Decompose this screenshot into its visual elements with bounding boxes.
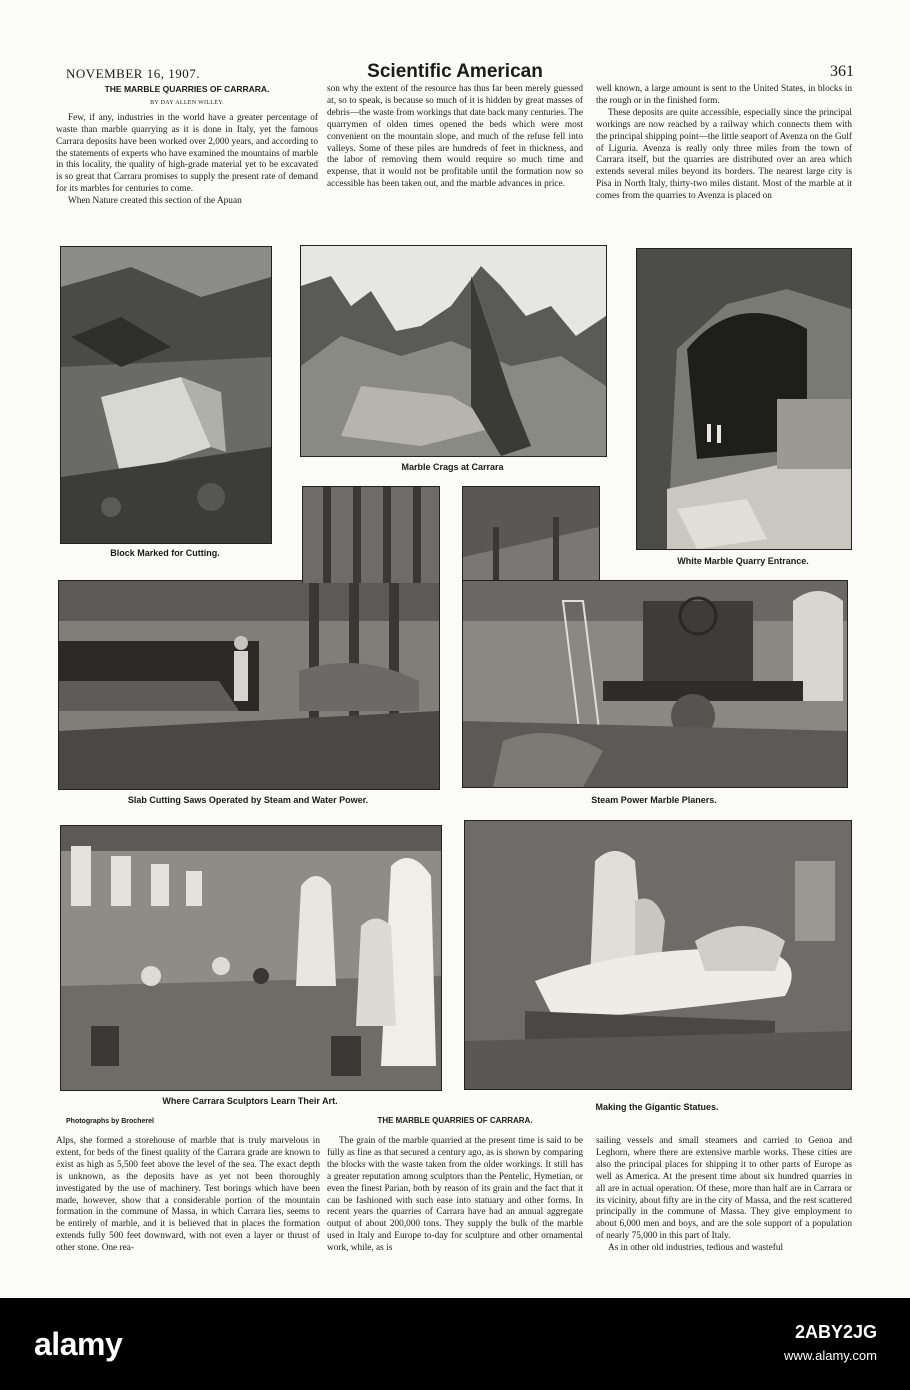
entrance-photo-image [637, 249, 851, 549]
paragraph: sailing vessels and small steamers and carried to Genoa and Leghorn, where there are extensive marble works. These cities are also the principal places for shipping it to other parts of Europe as well as America. At the present time about six hundred quarries in all are in actual operation. Of these, more than half are in Carrara or its vicinity, about fifty are in the city of Massa, and the rest scattered principally in the commune of Massa. They give employment to about 6,000 men and boys, and are the sole support of a population of nearly 75,000 in this part of Italy. [596, 1136, 852, 1242]
top-column-1 [56, 84, 318, 208]
caption-statues: Making the Gigantic Statues. [595, 1102, 719, 1112]
planers-photo-image [463, 581, 847, 787]
paragraph: son why the extent of the resource has thus far been merely guessed at, so to speak, is because so much of it is hidden by great masses of debris—the waste from workings that date back many centuries. The quarrymen of olden times opened the beds which were most convenient on the mountain slope, and much of the refuse fell into valleys. Some of these piles are hundreds of feet in thickness, and the labor of removing them would require so much time and expense, that it would not be profitable until the formation now so accessible has been taken out, and the marble advances in price. [327, 84, 583, 190]
saws-photo-image [59, 581, 439, 789]
alamy-logo: alamy [34, 1326, 123, 1362]
sculptors-photo-image [61, 826, 441, 1090]
paragraph: well known, a large amount is sent to the United States, in blocks in the rough or in the finished form. [596, 84, 852, 106]
watermark-url: www.alamy.com [784, 1348, 877, 1363]
photo-sculptors-studio [60, 825, 442, 1091]
paragraph: These deposits are quite accessible, especially since the principal workings are now reached by a railway which connects them with the principal shipping point—the little seaport of Avenza on the Gulf of Liguria. Avenza is really only three miles from the town of Carrara itself, but the quarries are distributed over an area which extends several miles beyond its borders. The nearest large city is Pisa in North Italy, thirty-two miles distant. Most of the marble at it comes from the quarries to Avenza is placed on [596, 107, 852, 202]
caption-entrance: White Marble Quarry Entrance. [677, 556, 809, 566]
watermark-band [0, 1298, 910, 1390]
photo-slab-cutting-saws [58, 580, 440, 790]
photo-quarry-entrance [636, 248, 852, 550]
planers-photo-top-image [463, 487, 599, 583]
bottom-column-1 [56, 1136, 320, 1255]
paragraph: As in other old industries, tedious and wasteful [608, 1243, 784, 1254]
caption-sculptors: Where Carrara Sculptors Learn Their Art. [162, 1096, 338, 1106]
top-column-3 [596, 84, 852, 203]
bottom-column-2 [327, 1136, 583, 1255]
caption-saws: Slab Cutting Saws Operated by Steam and Water Power. [127, 795, 369, 805]
photo-marble-crags [300, 245, 607, 457]
paragraph: The grain of the marble quarried at the present time is said to be fully as fine as that secured a century ago, as is shown by comparing the blocks with the waste taken from the older workings. It still has a greater reputation among sculptors than the Pentelic, Hymetian, or even the finest Parian, both by reason of its grain and the fact that it can be fashioned with such ease into statuary and other forms. In recent years the quarries of Carrara have had an annual aggregate output of about 200,000 tons. They supply the bulk of the marble used in Italy and Europe to-day for sculpture and other ornamental work, while, as is [327, 1136, 583, 1254]
caption-crags: Marble Crags at Carrara [401, 462, 504, 472]
image-id: 2ABY2JG [794, 1322, 877, 1342]
top-column-2 [327, 84, 583, 191]
statues-photo-image [465, 821, 851, 1089]
block-photo-image [61, 247, 271, 543]
paragraph: Few, if any, industries in the world have a greater percentage of waste than marble quarrying as it is done in Italy, yet the famous Carrara deposits have been worked over 2,000 years, and according to the statements of experts who have examined the mountains of marble in this locality, the quality of high-grade material yet to be excavated is so great that Carrara promises to supply the present rate of demand for its marbles for centuries to come. [56, 112, 318, 195]
issue-date: NOVEMBER 16, 1907. [66, 66, 200, 81]
masthead-title: Scientific American [367, 61, 543, 82]
article-title: THE MARBLE QUARRIES OF CARRARA. [104, 84, 270, 94]
article-byline: BY DAY ALLEN WILLEY. [150, 99, 224, 106]
photo-marble-planers [462, 580, 848, 788]
photo-gigantic-statues [464, 820, 852, 1090]
crags-photo-image [301, 246, 606, 456]
caption-block: Block Marked for Cutting. [110, 548, 220, 558]
page-number: 361 [830, 63, 854, 80]
caption-planers: Steam Power Marble Planers. [591, 795, 717, 805]
bottom-column-3 [596, 1136, 852, 1255]
photo-marble-planers-top [462, 486, 600, 583]
paragraph: Alps, she formed a storehouse of marble that is truly marvelous in extent, for beds of the finest quality of the Carrara grade are known to exist as high as 5,500 feet above the level of the sea. The exact depth is unknown, as the deposits have as yet not been thoroughly investigated by the use of machinery. Test borings which have been made, however, show that a considerable portion of the mountain formation in the commune of Massa, in which Carrara lies, seems to be entirely of marble, and it is believed that in places the formation extends fully 500 feet downward, with not even a layer or thrust of other stone. One rea- [56, 1136, 320, 1254]
photo-credit: Photographs by Brocherel [66, 1118, 154, 1125]
paragraph: When Nature created this section of the Apuan [68, 196, 242, 207]
bottom-article-title: THE MARBLE QUARRIES OF CARRARA. [377, 1116, 533, 1125]
photo-slab-cutting-saws-top [302, 486, 440, 583]
saws-photo-top-image [303, 487, 439, 583]
photo-block-marked-for-cutting [60, 246, 272, 544]
